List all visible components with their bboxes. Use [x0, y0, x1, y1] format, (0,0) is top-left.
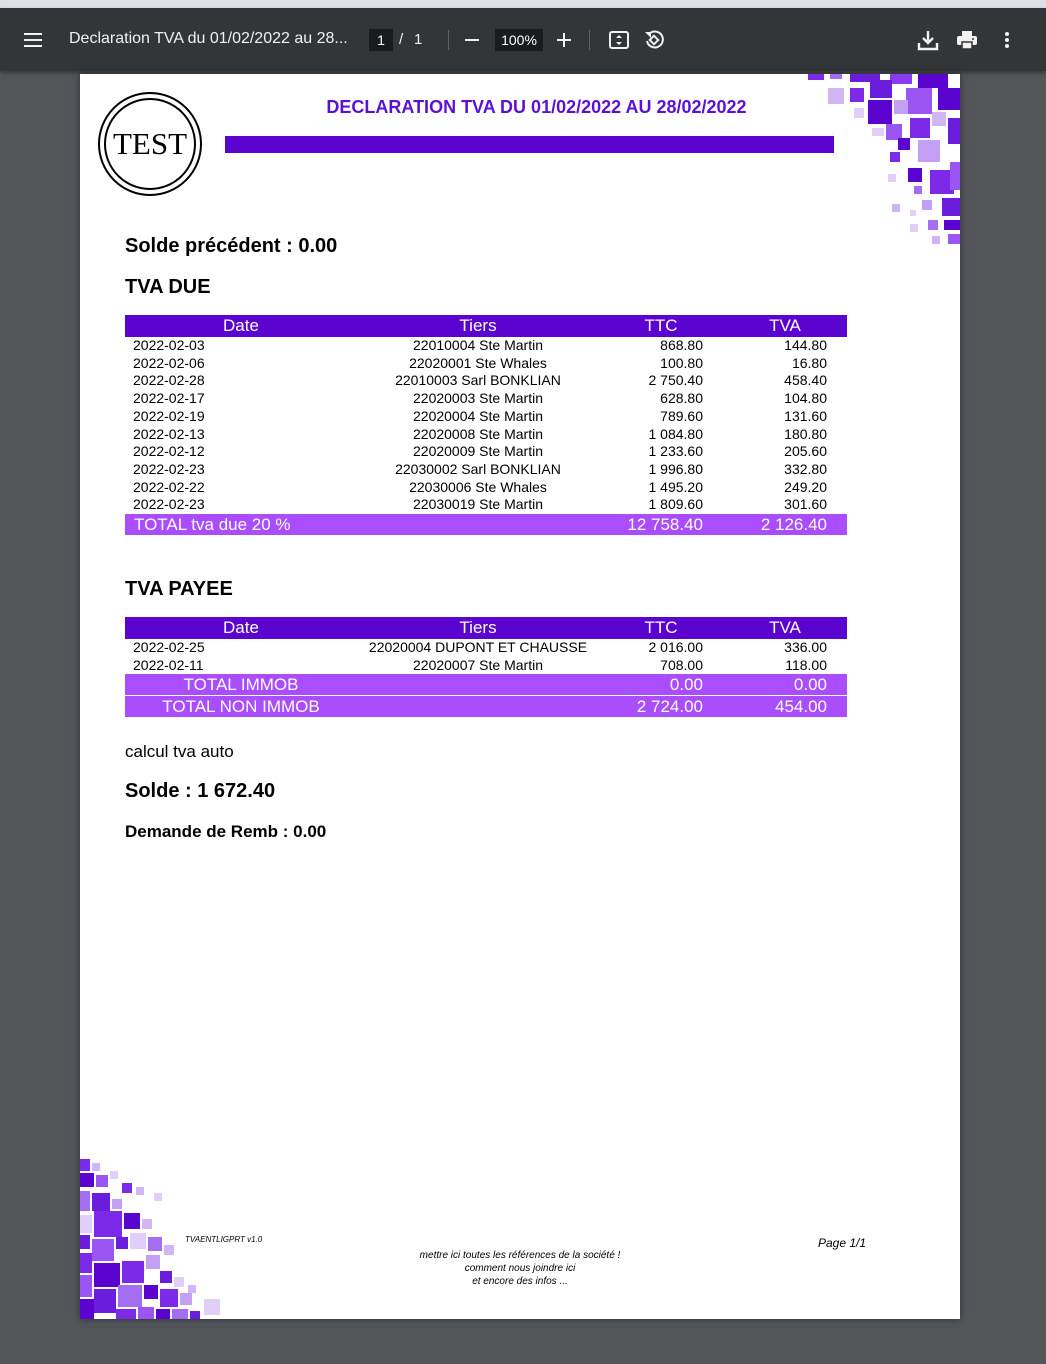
- cell-date: 2022-02-19: [133, 407, 205, 424]
- cell-date: 2022-02-25: [133, 639, 205, 655]
- cell-ttc: 1 996.80: [648, 460, 703, 477]
- cell-tiers: 22020003 Ste Martin: [413, 390, 543, 407]
- cell-ttc: 1 809.60: [648, 496, 703, 513]
- fit-page-icon: [608, 29, 630, 51]
- cell-ttc: 2 016.00: [648, 639, 703, 655]
- cell-tva: 458.40: [784, 372, 827, 389]
- cell-date: 2022-02-06: [133, 354, 205, 371]
- footer-page-number: Page 1/1: [818, 1236, 867, 1250]
- table-row: [125, 337, 847, 355]
- column-header-tva: TVA: [723, 315, 847, 337]
- cell-date: 2022-02-23: [133, 460, 205, 477]
- tva-payee-table: [125, 617, 847, 717]
- calcul-text: calcul tva auto: [125, 742, 234, 761]
- cell-tva: 336.00: [784, 639, 827, 655]
- table-row: [125, 496, 847, 514]
- cell-tiers: 22030002 Sarl BONKLIAN: [395, 460, 561, 477]
- company-logo: [98, 92, 202, 196]
- cell-tva: 104.80: [784, 390, 827, 407]
- cell-date: 2022-02-13: [133, 425, 205, 442]
- page-total: 1: [414, 31, 423, 48]
- cell-tva: 131.60: [784, 407, 827, 424]
- cell-ttc: 708.00: [660, 656, 703, 673]
- table-row: [125, 372, 847, 390]
- column-header-date: Date: [125, 315, 357, 337]
- rotate-icon: [643, 29, 665, 51]
- cell-date: 2022-02-28: [133, 372, 205, 389]
- cell-tiers: 22010004 Ste Martin: [413, 337, 543, 353]
- cell-ttc: 789.60: [660, 407, 703, 424]
- cell-tva: 249.20: [784, 478, 827, 495]
- tva-due-table: [125, 315, 847, 535]
- total-non-immob-label: TOTAL NON IMMOB: [125, 696, 357, 718]
- cell-date: 2022-02-03: [133, 337, 205, 353]
- table-row: [125, 426, 847, 444]
- cell-tiers: 22020008 Ste Martin: [413, 425, 543, 442]
- more-vert-icon: [1004, 31, 1010, 49]
- page-number-input[interactable]: 1: [369, 29, 393, 51]
- zoom-in-button[interactable]: [552, 28, 576, 52]
- zoom-out-button[interactable]: [460, 28, 484, 52]
- total-non-immob-ttc: 2 724.00: [599, 696, 723, 718]
- footer-version: TVAENTLIGPRT v1.0: [185, 1235, 263, 1244]
- minus-icon: [464, 32, 480, 48]
- cell-date: 2022-02-23: [133, 496, 205, 513]
- column-header-ttc: TTC: [599, 617, 723, 639]
- cell-tva: 301.60: [784, 496, 827, 513]
- solde-text: Solde : 1 672.40: [125, 780, 276, 802]
- cell-tva: 16.80: [791, 354, 827, 371]
- section-title-tva-due: TVA DUE: [125, 276, 211, 298]
- remb-text: Demande de Remb : 0.00: [125, 822, 327, 841]
- table-row: [125, 408, 847, 426]
- print-button[interactable]: [953, 26, 981, 54]
- cell-ttc: 100.80: [660, 354, 703, 371]
- footer-info: [330, 1249, 710, 1288]
- total-ttc: 12 758.40: [599, 514, 723, 535]
- cell-tiers: 22020004 DUPONT ET CHAUSSE: [368, 639, 588, 655]
- download-icon: [917, 29, 939, 51]
- logo-text: TEST: [104, 98, 196, 190]
- cell-date: 2022-02-22: [133, 478, 205, 495]
- cell-tiers: 22010003 Sarl BONKLIAN: [395, 372, 561, 389]
- column-header-tiers: Tiers: [357, 315, 599, 337]
- cell-ttc: 1 233.60: [648, 443, 703, 460]
- heading-bar: [225, 136, 834, 153]
- total-tva: 2 126.40: [723, 514, 847, 535]
- cell-tiers: 22030006 Ste Whales: [409, 478, 547, 495]
- column-header-date: Date: [125, 617, 357, 639]
- menu-icon: [23, 32, 43, 48]
- column-header-ttc: TTC: [599, 315, 723, 337]
- cell-tiers: 22030019 Ste Martin: [413, 496, 543, 513]
- cell-tiers: 22020001 Ste Whales: [409, 354, 547, 371]
- cell-ttc: 1 495.20: [648, 478, 703, 495]
- section-title-tva-payee: TVA PAYEE: [125, 578, 233, 600]
- cell-tva: 144.80: [784, 337, 827, 353]
- table-row: [125, 639, 847, 657]
- fit-page-button[interactable]: [606, 27, 632, 53]
- footer-line: et encore des infos ...: [472, 1276, 568, 1287]
- total-immob-label: TOTAL IMMOB: [125, 674, 357, 696]
- cell-ttc: 868.80: [660, 337, 703, 353]
- cell-ttc: 628.80: [660, 390, 703, 407]
- document-heading: DECLARATION TVA DU 01/02/2022 AU 28/02/2022: [326, 97, 747, 117]
- window-frame: [0, 0, 1046, 8]
- cell-ttc: 2 750.40: [648, 372, 703, 389]
- footer-line: comment nous joindre ici: [464, 1263, 576, 1274]
- toolbar-divider: [448, 30, 449, 50]
- cell-tva: 180.80: [784, 425, 827, 442]
- table-row: [125, 461, 847, 479]
- total-label: TOTAL tva due 20 %: [125, 514, 599, 535]
- page-separator: /: [399, 31, 404, 48]
- download-button[interactable]: [914, 26, 942, 54]
- cell-tva: 332.80: [784, 460, 827, 477]
- total-row-immob: [125, 674, 847, 696]
- cell-tva: 118.00: [785, 656, 827, 673]
- cell-tiers: 22020004 Ste Martin: [413, 407, 543, 424]
- toolbar-divider: [589, 30, 590, 50]
- print-icon: [956, 29, 978, 51]
- cell-ttc: 1 084.80: [648, 425, 703, 442]
- cell-date: 2022-02-17: [133, 390, 205, 407]
- table-row: [125, 479, 847, 497]
- cell-tva: 205.60: [784, 443, 827, 460]
- table-row: [125, 443, 847, 461]
- cell-tiers: 22020007 Ste Martin: [413, 656, 543, 673]
- total-immob-tva: 0.00: [723, 674, 847, 696]
- more-options-button[interactable]: [996, 26, 1018, 54]
- pdf-toolbar: [0, 8, 1046, 71]
- menu-button[interactable]: [18, 26, 48, 54]
- cell-tiers: 22020009 Ste Martin: [413, 443, 543, 460]
- rotate-button[interactable]: [641, 27, 667, 53]
- cell-date: 2022-02-11: [133, 656, 204, 673]
- cell-date: 2022-02-12: [133, 443, 205, 460]
- zoom-input[interactable]: 100%: [495, 29, 543, 51]
- column-header-tiers: Tiers: [357, 617, 599, 639]
- total-row-non-immob: [125, 696, 847, 718]
- total-row-tva-due: [125, 514, 847, 535]
- column-header-tva: TVA: [723, 617, 847, 639]
- table-row: [125, 355, 847, 373]
- table-row: [125, 390, 847, 408]
- solde-precedent: Solde précédent : 0.00: [125, 235, 338, 257]
- plus-icon: [556, 32, 572, 48]
- document-title: Declaration TVA du 01/02/2022 au 28...: [69, 30, 348, 47]
- footer-line: mettre ici toutes les références de la société !: [419, 1250, 621, 1261]
- table-header-row: [125, 617, 847, 639]
- pdf-page: [80, 74, 960, 1319]
- total-immob-ttc: 0.00: [599, 674, 723, 696]
- table-header-row: [125, 315, 847, 337]
- table-row: [125, 657, 847, 675]
- total-non-immob-tva: 454.00: [723, 696, 847, 718]
